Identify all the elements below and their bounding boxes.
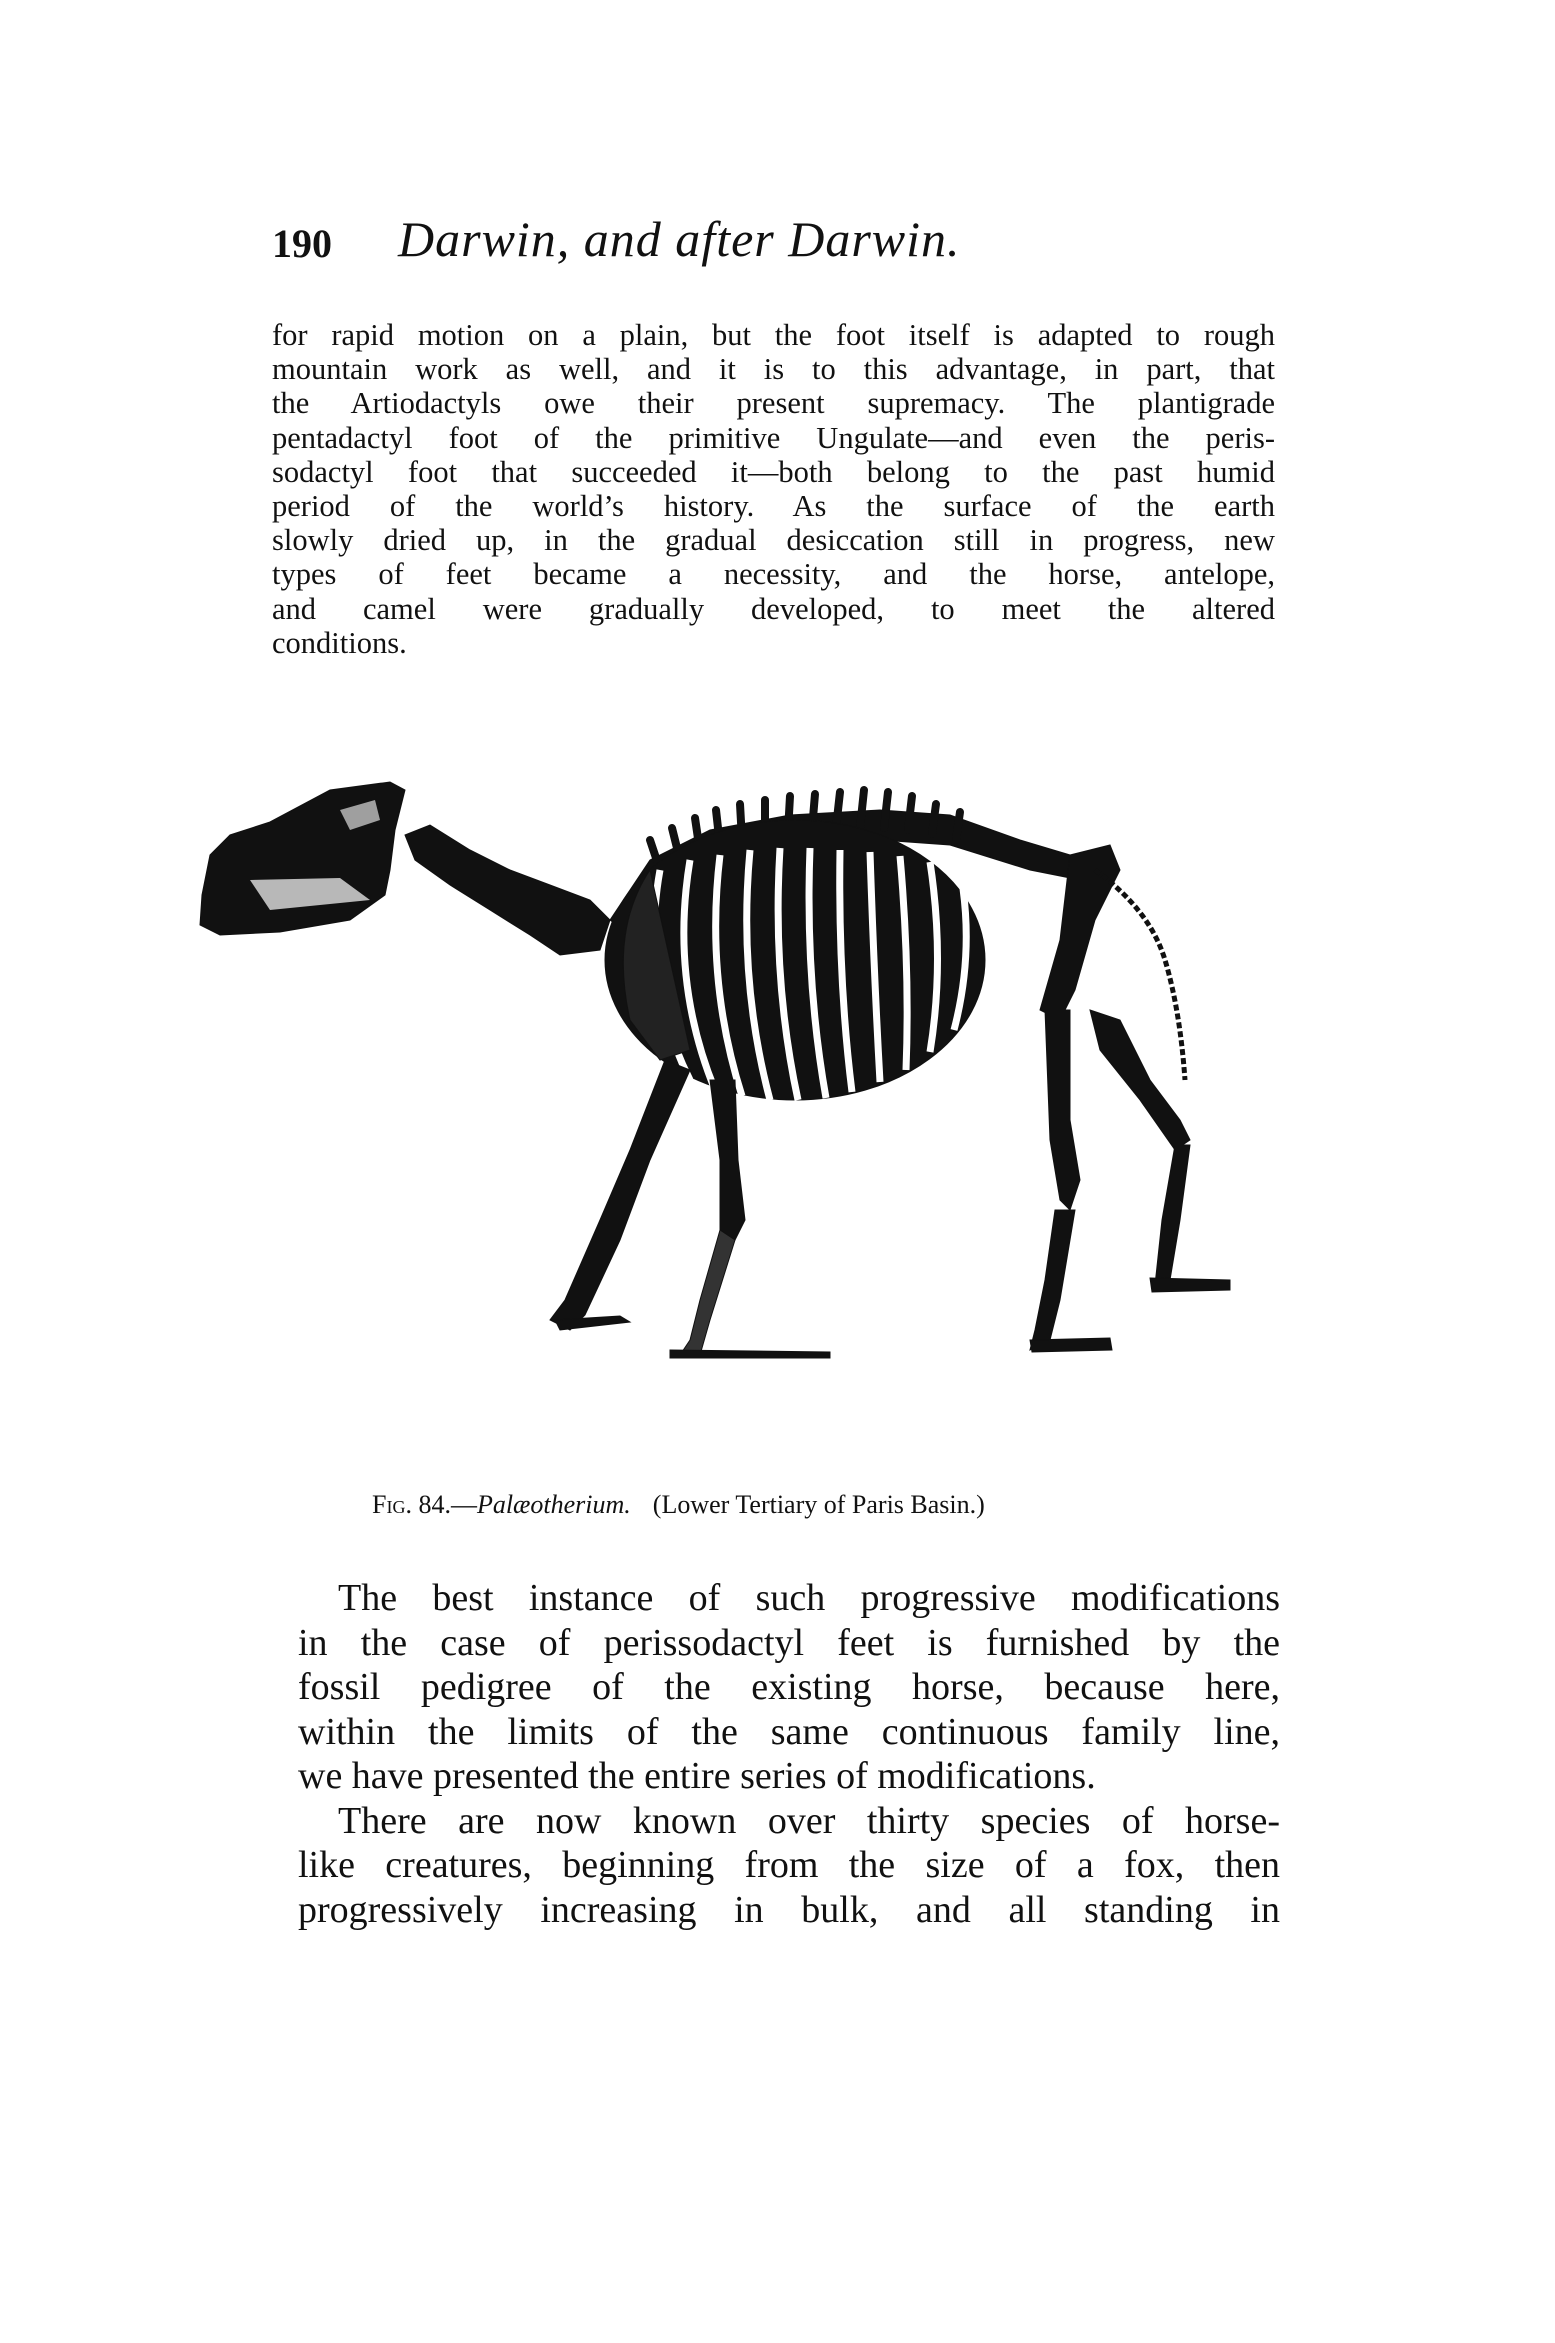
text-line: within the limits of the same continuous family line, bbox=[298, 1710, 1280, 1753]
text-line: we have presented the entire series of modifications. bbox=[298, 1755, 1096, 1797]
text-line: mountain work as well, and it is to this advantage, in part, that bbox=[272, 352, 1275, 387]
front-leg-left bbox=[550, 1060, 690, 1330]
text-line: The best instance of such progressive modifications bbox=[338, 1577, 1280, 1619]
text-line: period of the world’s history. As the surface of the earth bbox=[272, 488, 1275, 523]
text-line: types of feet became a necessity, and the horse, antelope, bbox=[272, 557, 1275, 592]
page-number: 190 bbox=[272, 221, 332, 266]
text-line: for rapid motion on a plain, but the foot itself is adapted to rough bbox=[272, 318, 1275, 352]
text-line: like creatures, beginning from the size of a fox, then bbox=[298, 1844, 1280, 1886]
text-line: slowly dried up, in the gradual desiccation still in progress, new bbox=[272, 523, 1275, 558]
text-line: progressively increasing in bulk, and all standing in bbox=[298, 1888, 1280, 1931]
running-title: Darwin, and after Darwin. bbox=[398, 211, 961, 267]
text-line: in the case of perissodactyl feet is furnished by the bbox=[298, 1621, 1280, 1664]
skeleton-illustration-icon bbox=[190, 760, 1380, 1450]
text-line: the Artiodactyls owe their present supremacy. The plantigrade bbox=[272, 386, 1275, 421]
text-line: fossil pedigree of the existing horse, because here, bbox=[298, 1666, 1280, 1708]
text-line: sodactyl foot that succeeded it—both belong to the past humid bbox=[272, 454, 1275, 489]
figure-illustration bbox=[190, 760, 1380, 1450]
paragraph-1 bbox=[272, 318, 1275, 660]
text-line: There are now known over thirty species of horse- bbox=[338, 1799, 1280, 1842]
running-head bbox=[272, 210, 1282, 280]
hind-leg-right bbox=[1090, 1010, 1190, 1150]
text-line: conditions. bbox=[272, 625, 407, 660]
paragraph-2-3 bbox=[298, 1576, 1280, 1932]
text-line: and camel were gradually developed, to meet the altered bbox=[272, 591, 1275, 626]
figure-caption bbox=[372, 1490, 1272, 1520]
figure-label: Fig. 84.— bbox=[372, 1490, 477, 1519]
text-line: pentadactyl foot of the primitive Ungulate—and even the peris- bbox=[272, 420, 1275, 455]
front-leg-right bbox=[710, 1080, 745, 1240]
hind-leg-left bbox=[1045, 1010, 1080, 1210]
figure-name: Palæotherium. bbox=[476, 1490, 631, 1519]
neck-vertebrae bbox=[405, 825, 610, 955]
figure-location: (Lower Tertiary of Paris Basin.) bbox=[652, 1490, 985, 1519]
